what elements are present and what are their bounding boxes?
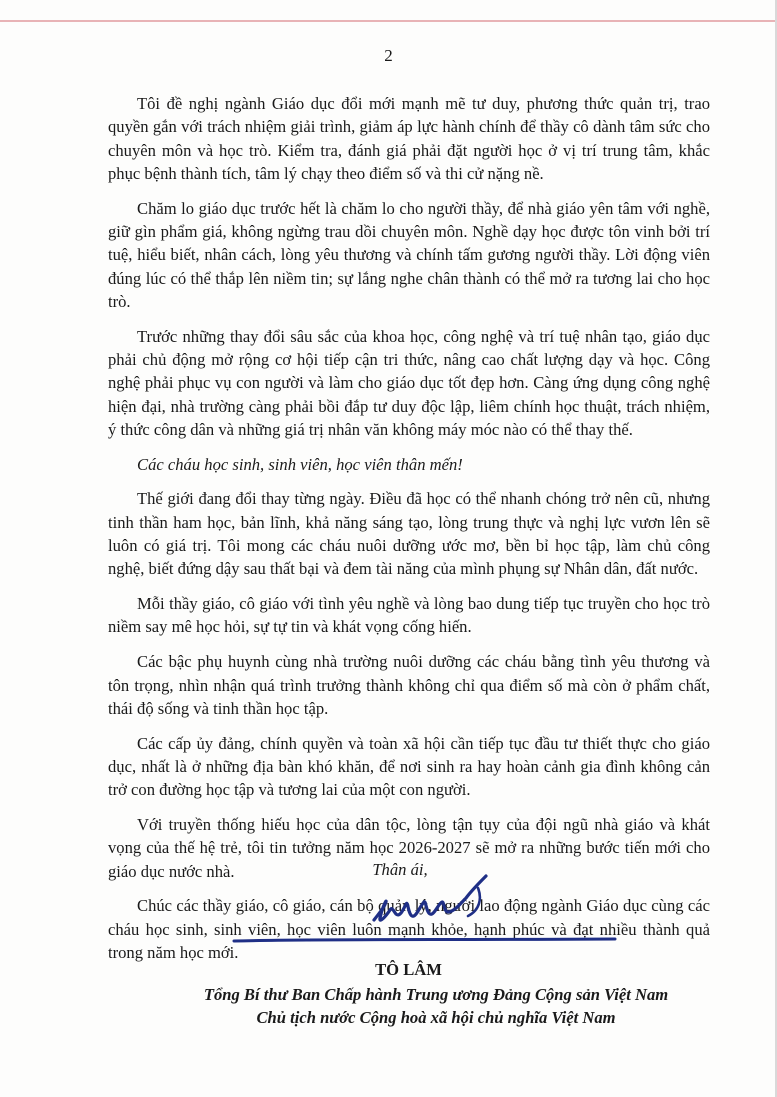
paragraph: Các cấp ủy đảng, chính quyền và toàn xã hội cần tiếp tục đầu tư thiết thực cho giáo dục, nhất là ở những địa bàn khó khăn, để nơi sinh ra hay hoàn cảnh gia đình không cản trở con đường học tập và tương lai của một con người. bbox=[108, 733, 710, 800]
top-rule bbox=[0, 20, 777, 22]
signature-underline bbox=[232, 936, 617, 944]
page-number: 2 bbox=[384, 46, 393, 65]
closing-salutation: Thân ái, bbox=[372, 860, 428, 879]
paragraph: Tôi đề nghị ngành Giáo dục đổi mới mạnh mẽ tư duy, phương thức quản trị, trao quyền gắn với trách nhiệm giải trình, giảm áp lực hành chính để thầy cô dành tâm sức cho chuyên môn và học trò. Kiểm tra, đánh giá phải đặt người học ở vị trí trung tâm, khắc phục bệnh thành tích, tâm lý chạy theo điểm số và thi cử nặng nề. bbox=[108, 94, 710, 183]
paragraph: Với truyền thống hiếu học của dân tộc, lòng tận tụy của đội ngũ nhà giáo và khát vọng của thế hệ trẻ, tôi tin tưởng năm học 2026-2027 sẽ mở ra những bước tiến mới cho giáo dục nước nhà. bbox=[108, 815, 710, 881]
signer-title-line2: Chủ tịch nước Cộng hoà xã hội chủ nghĩa Việt Nam bbox=[256, 1008, 616, 1027]
paragraph: Các bậc phụ huynh cùng nhà trường nuôi dưỡng các cháu bằng tình yêu thương và tôn trọng, nhìn nhận quá trình trưởng thành không chỉ qua điểm số mà còn ở phẩm chất, thái độ sống và tinh thần học tập. bbox=[108, 652, 710, 718]
paragraph: Chúc các thầy giáo, cô giáo, cán bộ quản lý, người lao động ngành Giáo dục cùng các cháu học sinh, sinh viên, học viên luôn mạnh khỏe, hạnh phúc và đạt nhiều thành quả trong năm học mới. bbox=[108, 896, 710, 962]
handwritten-signature bbox=[368, 868, 508, 938]
paragraph: Chăm lo giáo dục trước hết là chăm lo cho người thầy, để nhà giáo yên tâm với nghề, giữ gìn phẩm giá, không ngừng trau dồi chuyên môn. Nghề dạy học được tôn vinh bởi trí tuệ, hiểu biết, nhân cách, lòng yêu thương và chính tấm gương người thầy. Lời động viên đúng lúc có thể thắp lên niềm tin; sự lắng nghe chân thành có thể mở ra tương lai cho học trò. bbox=[108, 198, 710, 311]
paragraph: Trước những thay đổi sâu sắc của khoa học, công nghệ và trí tuệ nhân tạo, giáo dục phải chủ động mở rộng cơ hội tiếp cận tri thức, nâng cao chất lượng dạy và học. Công nghệ phải phục vụ con người và làm cho giáo dục tốt đẹp hơn. Càng ứng dụng công nghệ hiện đại, nhà trường càng phải bồi đắp tư duy độc lập, liêm chính học thuật, trách nhiệm, ý thức công dân và những giá trị nhân văn không máy móc nào có thể thay thế. bbox=[108, 326, 710, 439]
signer-title-line1: Tổng Bí thư Ban Chấp hành Trung ương Đảng Cộng sản Việt Nam bbox=[203, 985, 669, 1004]
greeting-students: Các cháu học sinh, sinh viên, học viên thân mến! bbox=[137, 454, 463, 474]
letter-body bbox=[108, 92, 710, 976]
paragraph: Mỗi thầy giáo, cô giáo với tình yêu nghề và lòng bao dung tiếp tục truyền cho học trò niềm say mê học hỏi, sự tự tin và khát vọng cống hiến. bbox=[108, 594, 710, 637]
paragraph: Thế giới đang đổi thay từng ngày. Điều đã học có thể nhanh chóng trở nên cũ, nhưng tinh thần ham học, bản lĩnh, khả năng sáng tạo, lòng trung thực và nghị lực vươn lên sẽ luôn có giá trị. Tôi mong các cháu nuôi dưỡng ước mơ, bền bỉ học tập, làm chủ công nghệ, biết đứng dậy sau thất bại và đem tài năng của mình phụng sự Nhân dân, đất nước. bbox=[108, 489, 710, 579]
signer-name: TÔ LÂM bbox=[375, 960, 442, 979]
